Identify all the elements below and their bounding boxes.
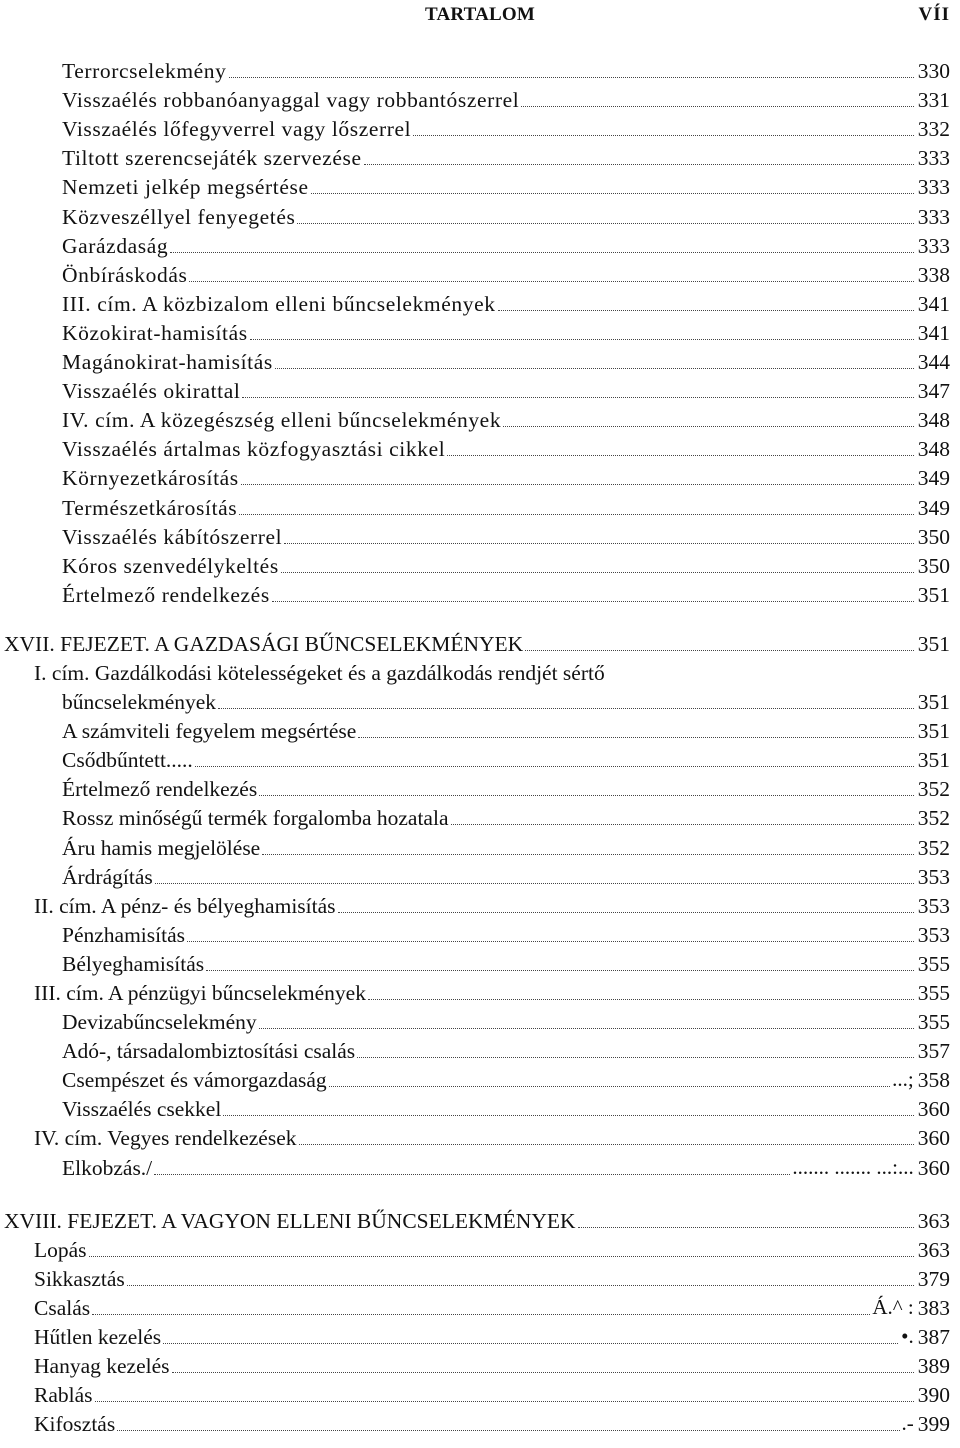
toc-entry <box>0 435 960 464</box>
toc-entry <box>0 1037 960 1066</box>
toc-entry-page: 383 <box>917 1295 950 1320</box>
toc-entry-page: 360 <box>917 1126 950 1151</box>
toc-entry <box>0 1153 960 1182</box>
toc-entry-label: Közokirat-hamisítás <box>62 320 248 345</box>
toc-entry-label: III. cím. A pénzügyi bűncselekmények <box>34 981 366 1005</box>
dot-leader <box>250 339 914 340</box>
toc-entry-label: Rablás <box>34 1383 93 1408</box>
dot-leader <box>503 426 914 427</box>
leader-artifact-text: ...; <box>890 1065 914 1094</box>
toc-entry <box>0 746 960 775</box>
toc-entry-label: XVIII. FEJEZET. A VAGYON ELLENI BŰNCSELEKMÉNYEK <box>4 1208 576 1233</box>
dot-leader <box>127 1285 914 1286</box>
header-page-number: VÍI <box>918 4 950 25</box>
toc-entry <box>0 630 960 659</box>
toc-entry <box>0 1095 960 1124</box>
toc-entry <box>0 1265 960 1294</box>
toc-entry <box>0 717 960 746</box>
dot-leader <box>521 106 913 107</box>
toc-entry-page: 344 <box>917 350 950 375</box>
dot-leader <box>155 883 914 884</box>
toc-entry-label: Visszaélés okirattal <box>62 379 241 404</box>
toc-entry-label: Devizabűncselekmény <box>62 1010 257 1035</box>
dot-leader <box>413 135 914 136</box>
dot-leader <box>525 650 914 651</box>
toc-entry-page: 338 <box>917 262 950 287</box>
toc-entry-label: Értelmező rendelkezés <box>62 582 270 607</box>
toc-entry <box>0 892 960 921</box>
dot-leader <box>368 999 914 1000</box>
toc-entry-page: 352 <box>917 806 950 831</box>
toc-entry <box>0 348 960 377</box>
toc-entry-label: Csalás <box>34 1295 91 1320</box>
toc-entry-label: Sikkasztás <box>34 1266 125 1291</box>
toc-entry-page: 389 <box>917 1354 950 1379</box>
dot-leader <box>170 252 913 253</box>
dot-leader <box>163 1324 914 1349</box>
toc-entry <box>0 115 960 144</box>
toc-entry-label: Garázdaság <box>62 233 169 258</box>
toc-entry-label: Környezetkárosítás <box>62 466 239 491</box>
toc-entry-label: III. cím. A közbizalom elleni bűncselekmények <box>62 291 496 316</box>
toc-entry-label: II. cím. A pénz- és bélyeghamisítás <box>34 893 336 918</box>
toc-entry-label: Visszaélés ártalmas közfogyasztási cikkel <box>62 437 446 462</box>
header-title: TARTALOM <box>425 4 536 25</box>
toc-entry-page: 399 <box>917 1412 950 1437</box>
toc-entry-page: 341 <box>917 291 950 316</box>
toc-entry-page: 351 <box>917 690 950 715</box>
toc-entry-label: Tiltott szerencsejáték szervezése <box>62 146 362 171</box>
toc-entry-page: 353 <box>917 864 950 889</box>
toc-entry-page: 350 <box>917 553 950 578</box>
toc-entry-page: 333 <box>917 204 950 229</box>
toc-entry <box>0 377 960 406</box>
toc-entry <box>0 406 960 435</box>
toc-entry <box>0 1381 960 1410</box>
toc-entry <box>0 1410 960 1439</box>
dot-leader <box>364 164 914 165</box>
toc-entry-page: 390 <box>917 1383 950 1408</box>
toc-entry-label: Kifosztás <box>34 1412 116 1437</box>
dot-leader <box>223 1115 913 1116</box>
toc-entry <box>0 290 960 319</box>
dot-leader <box>272 601 914 602</box>
dot-leader <box>338 912 914 913</box>
toc-entry <box>0 173 960 202</box>
dot-leader <box>189 281 913 282</box>
dot-leader <box>206 970 914 971</box>
dot-leader <box>195 766 914 767</box>
toc-entry-page: 351 <box>917 748 950 773</box>
toc-entry-label: bűncselekmények <box>62 690 217 715</box>
toc-entry <box>0 523 960 552</box>
toc-entry-page: 352 <box>917 835 950 860</box>
toc-entry <box>0 1352 960 1381</box>
dot-leader <box>187 941 914 942</box>
toc-entry-page: 348 <box>917 437 950 462</box>
toc-entry-label: Elkobzás./ <box>62 1155 153 1180</box>
toc-entry-label: Adó-, társadalombiztosítási csalás <box>62 1039 356 1064</box>
toc-entry-label: Visszaélés kábítószerrel <box>62 524 283 549</box>
dot-leader <box>229 77 914 78</box>
dot-leader <box>92 1294 914 1319</box>
dot-leader <box>95 1401 914 1402</box>
toc-entry-label: Árdrágítás <box>62 864 153 889</box>
toc-entry-page: 363 <box>917 1208 950 1233</box>
toc-entry-label: Természetkárosítás <box>62 495 238 520</box>
toc-entry-page: 349 <box>917 495 950 520</box>
toc-entry-label: Csődbűntett..... <box>62 748 193 773</box>
toc-entry-page: 350 <box>917 524 950 549</box>
dot-leader <box>299 1144 914 1145</box>
dot-leader <box>259 1028 914 1029</box>
toc-entry-label: Visszaélés csekkel <box>62 1097 222 1122</box>
toc-entry-label: Hűtlen kezelés <box>34 1325 162 1350</box>
toc-entry-label: XVII. FEJEZET. A GAZDASÁGI BŰNCSELEKMÉNYEK <box>4 631 524 656</box>
dot-leader <box>329 1067 914 1092</box>
toc-entry <box>0 581 960 610</box>
toc-entry <box>0 232 960 261</box>
toc-entry <box>0 979 960 1008</box>
toc-entry-page: 379 <box>917 1266 950 1291</box>
toc-entry-label: Értelmező rendelkezés <box>62 777 258 802</box>
toc-entry-page: 357 <box>917 1039 950 1064</box>
toc-entry-page: 360 <box>917 1155 950 1180</box>
toc-entry-label: IV. cím. Vegyes rendelkezések <box>34 1126 297 1151</box>
toc-entry <box>0 833 960 862</box>
toc-entry-page: 348 <box>917 408 950 433</box>
dot-leader <box>259 795 914 796</box>
table-of-contents <box>0 57 960 1439</box>
toc-entry-page: 349 <box>917 466 950 491</box>
toc-entry <box>0 1207 960 1236</box>
dot-leader <box>117 1411 914 1436</box>
toc-entry-page: 333 <box>917 233 950 258</box>
toc-entry-page: 355 <box>917 951 950 976</box>
dot-leader <box>357 1057 914 1058</box>
toc-entry-label: Csempészet és vámorgazdaság <box>62 1068 327 1093</box>
dot-leader <box>281 572 914 573</box>
toc-entry-label: Nemzeti jelkép megsértése <box>62 175 309 200</box>
toc-entry-label: Terrorcselekmény <box>62 59 227 84</box>
toc-entry <box>0 1323 960 1352</box>
toc-entry <box>0 1236 960 1265</box>
toc-entry <box>0 57 960 86</box>
toc-entry <box>0 552 960 581</box>
toc-entry <box>0 144 960 173</box>
toc-entry-label: IV. cím. A közegészség elleni bűncselekmények <box>62 408 502 433</box>
dot-leader <box>297 223 913 224</box>
toc-entry <box>0 202 960 231</box>
dot-leader <box>284 543 913 544</box>
toc-entry-page: 332 <box>917 117 950 142</box>
toc-entry <box>0 464 960 493</box>
toc-entry-page: 358 <box>917 1068 950 1093</box>
toc-entry-page: 353 <box>917 922 950 947</box>
leader-artifact-text: .- <box>900 1409 914 1438</box>
toc-entry-page: 360 <box>917 1097 950 1122</box>
toc-entry <box>0 921 960 950</box>
toc-entry <box>0 775 960 804</box>
toc-entry-label: Lopás <box>34 1237 87 1262</box>
dot-leader <box>154 1154 914 1179</box>
dot-leader <box>498 310 914 311</box>
toc-entry <box>0 86 960 115</box>
toc-entry-page: 353 <box>917 893 950 918</box>
toc-entry-page: 333 <box>917 146 950 171</box>
dot-leader <box>451 824 914 825</box>
toc-entry-page: 351 <box>917 582 950 607</box>
dot-leader <box>275 368 914 369</box>
dot-leader <box>241 484 914 485</box>
toc-entry-label: Bélyeghamisítás <box>62 951 205 976</box>
toc-entry-page: 347 <box>917 379 950 404</box>
toc-entry-page: 363 <box>917 1237 950 1262</box>
toc-entry-page: 341 <box>917 320 950 345</box>
toc-entry-label: Magánokirat-hamisítás <box>62 350 273 375</box>
toc-entry <box>0 863 960 892</box>
toc-entry <box>0 1066 960 1095</box>
toc-entry-page: 351 <box>917 631 950 656</box>
dot-leader <box>262 854 914 855</box>
toc-entry-label: A számviteli fegyelem megsértése <box>62 719 357 744</box>
toc-entry-page: 331 <box>917 88 950 113</box>
toc-entry-page: 355 <box>917 1010 950 1035</box>
dot-leader <box>172 1372 914 1373</box>
toc-entry-label: Kóros szenvedélykeltés <box>62 553 279 578</box>
toc-entry <box>0 659 960 688</box>
toc-entry-page: 355 <box>917 981 950 1005</box>
dot-leader <box>578 1227 914 1228</box>
dot-leader <box>242 397 913 398</box>
toc-entry-label: I. cím. Gazdálkodási kötelességeket és a gazdálkodás rendjét sértő <box>34 660 605 685</box>
toc-entry-label: Visszaélés lőfegyverrel vagy lőszerrel <box>62 117 412 142</box>
toc-entry <box>0 1294 960 1323</box>
toc-entry <box>0 688 960 717</box>
toc-entry-page: 330 <box>917 59 950 84</box>
toc-entry-page: 387 <box>917 1325 950 1350</box>
toc-entry-page: 352 <box>917 777 950 802</box>
toc-entry <box>0 1008 960 1037</box>
running-header <box>0 4 960 28</box>
toc-entry-label: Közveszéllyel fenyegetés <box>62 204 296 229</box>
dot-leader <box>358 737 913 738</box>
toc-entry <box>0 261 960 290</box>
toc-entry <box>0 1124 960 1153</box>
toc-entry-label: Visszaélés robbanóanyaggal vagy robbantószerrel <box>62 88 520 113</box>
dot-leader <box>218 708 914 709</box>
toc-entry <box>0 493 960 522</box>
leader-artifact-text: •. <box>899 1322 914 1351</box>
dot-leader <box>311 193 914 194</box>
toc-entry-label: Önbíráskodás <box>62 262 188 287</box>
dot-leader <box>239 514 913 515</box>
dot-leader <box>447 455 913 456</box>
dot-leader <box>89 1256 914 1257</box>
toc-entry <box>0 319 960 348</box>
toc-entry-label: Pénzhamisítás <box>62 922 186 947</box>
leader-artifact-text: ....... ....... ...:... <box>790 1153 913 1182</box>
toc-entry <box>0 804 960 833</box>
leader-artifact-text: Á.^ : <box>870 1293 913 1322</box>
toc-entry-label: Áru hamis megjelölése <box>62 835 261 860</box>
toc-entry-page: 351 <box>917 719 950 744</box>
toc-entry-label: Hanyag kezelés <box>34 1354 170 1379</box>
toc-entry-label: Rossz minőségű termék forgalomba hozatala <box>62 806 449 831</box>
toc-entry-page: 333 <box>917 175 950 200</box>
toc-entry <box>0 950 960 979</box>
